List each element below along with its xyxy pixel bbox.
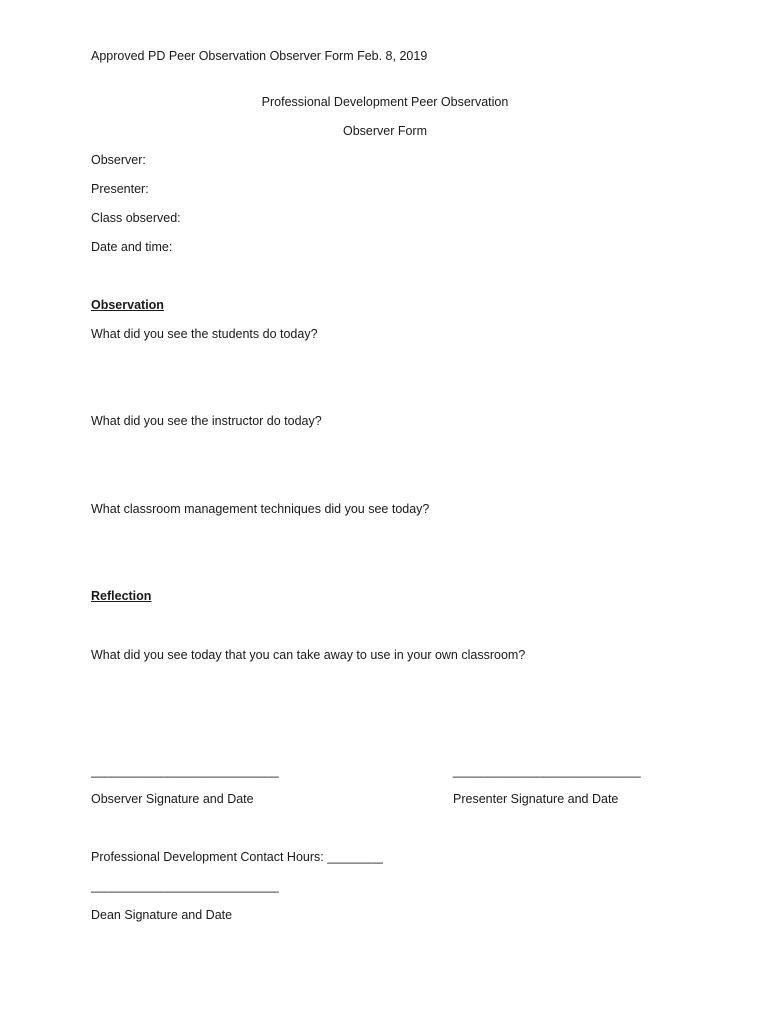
presenter-signature-label: Presenter Signature and Date [453,792,619,806]
presenter-signature-line: ___________________________ [453,764,641,778]
contact-hours-field: Professional Development Contact Hours: ________ [91,850,383,864]
form-subtitle: Observer Form [342,124,428,138]
observation-heading: Observation [91,298,164,312]
observation-question-3: What classroom management techniques did you see today? [91,502,430,516]
date-time-field-label: Date and time: [91,240,173,254]
approval-note: Approved PD Peer Observation Observer Form Feb. 8, 2019 [91,49,428,63]
reflection-heading: Reflection [91,589,152,603]
presenter-field-label: Presenter: [91,182,149,196]
dean-signature-label: Dean Signature and Date [91,908,233,922]
observer-signature-label: Observer Signature and Date [91,792,254,806]
observer-signature-line: ___________________________ [91,764,279,778]
observer-field-label: Observer: [91,153,146,167]
reflection-question-1: What did you see today that you can take away to use in your own classroom? [91,648,526,662]
dean-signature-line: ___________________________ [91,879,279,893]
observation-question-2: What did you see the instructor do today? [91,414,322,428]
form-title: Professional Development Peer Observation [261,95,509,109]
observation-question-1: What did you see the students do today? [91,327,318,341]
class-observed-field-label: Class observed: [91,211,181,225]
